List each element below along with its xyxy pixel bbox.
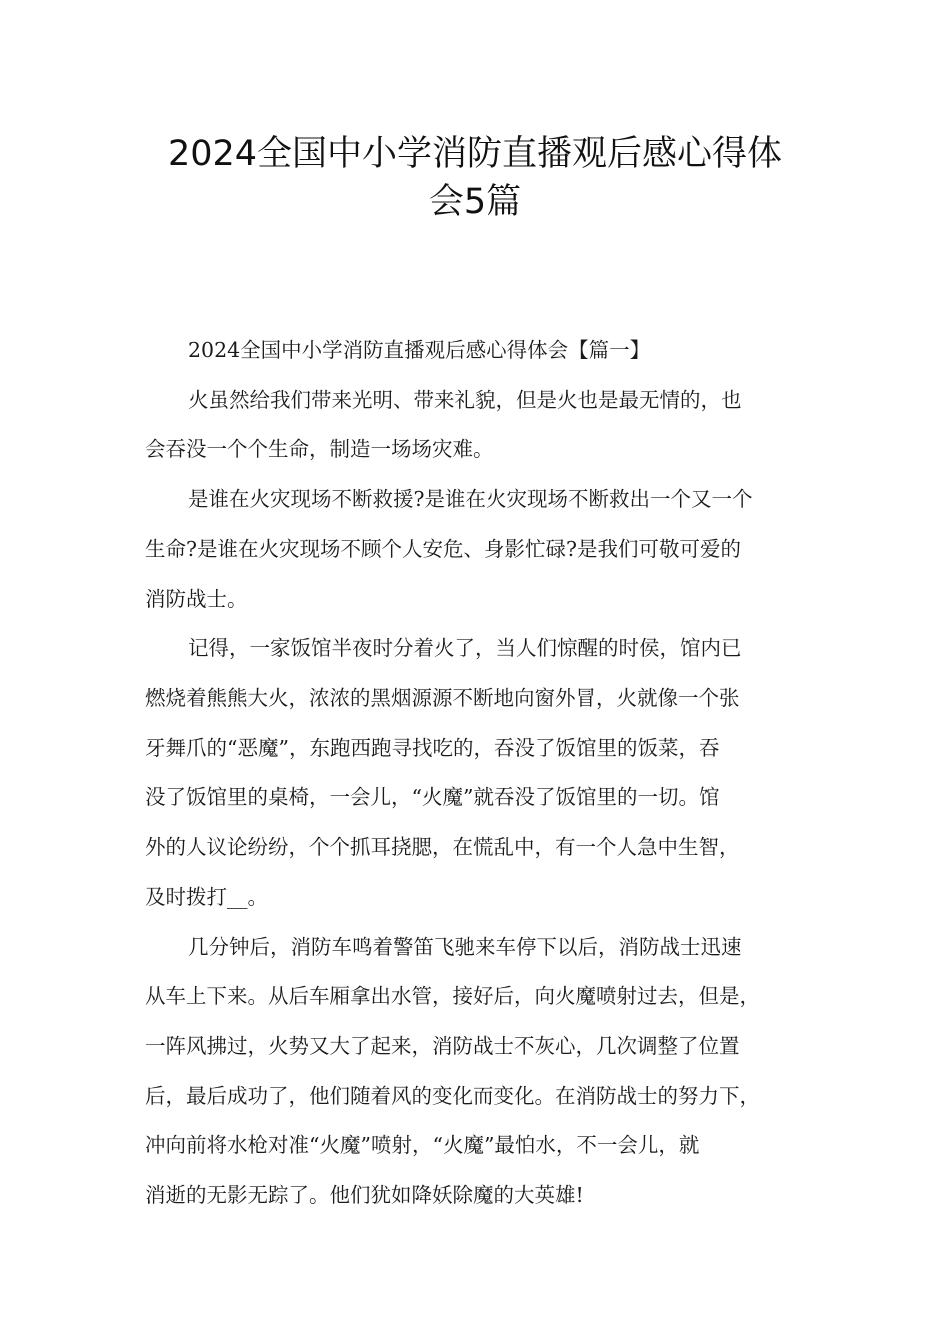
document-title-line-1: 2024全国中小学消防直播观后感心得体 [167,134,783,174]
text-line: 消防战士。 [145,587,248,611]
text-line: 生命?是谁在火灾现场不顾个人安危、身影忙碌?是我们可敬可爱的 [145,537,741,561]
text-line: 记得，一家饭馆半夜时分着火了，当人们惊醒的时侯，馆内已 [188,636,742,660]
text-line: 是谁在火灾现场不断救援?是谁在火灾现场不断救出一个又一个 [188,487,753,511]
text-line: 消逝的无影无踪了。他们犹如降妖除魔的大英雄! [145,1183,584,1207]
text-line: 从车上下来。从后车厢拿出水管，接好后，向火魔喷射过去，但是， [145,984,760,1008]
text-line: 牙舞爪的“恶魔”，东跑西跑寻找吃的，吞没了饭馆里的饭菜，吞 [145,736,720,760]
text-line: 及时拨打__。 [145,885,268,909]
text-line: 冲向前将水枪对准“火魔”喷射，“火魔”最怕水，不一会儿，就 [145,1133,700,1157]
text-line: 外的人议论纷纷，个个抓耳挠腮，在慌乱中，有一个人急中生智， [145,835,740,859]
document-title-line-2: 会5篇 [428,182,522,222]
text-line: 一阵风拂过，火势又大了起来，消防战士不灰心，几次调整了位置 [145,1034,740,1058]
text-line: 没了饭馆里的桌椅，一会儿，“火魔”就吞没了饭馆里的一切。馆 [145,785,720,809]
text-line: 火虽然给我们带来光明、带来礼貌，但是火也是最无情的，也 [188,388,742,412]
section-heading: 2024全国中小学消防直播观后感心得体会【篇一】 [188,338,651,362]
text-line: 燃烧着熊熊大火，浓浓的黑烟源源不断地向窗外冒，火就像一个张 [145,686,740,710]
text-line: 后，最后成功了，他们随着风的变化而变化。在消防战士的努力下， [145,1084,760,1108]
text-line: 会吞没一个个生命，制造一场场灾难。 [145,437,494,461]
text-line: 几分钟后，消防车鸣着警笛飞驰来车停下以后，消防战士迅速 [188,935,742,959]
